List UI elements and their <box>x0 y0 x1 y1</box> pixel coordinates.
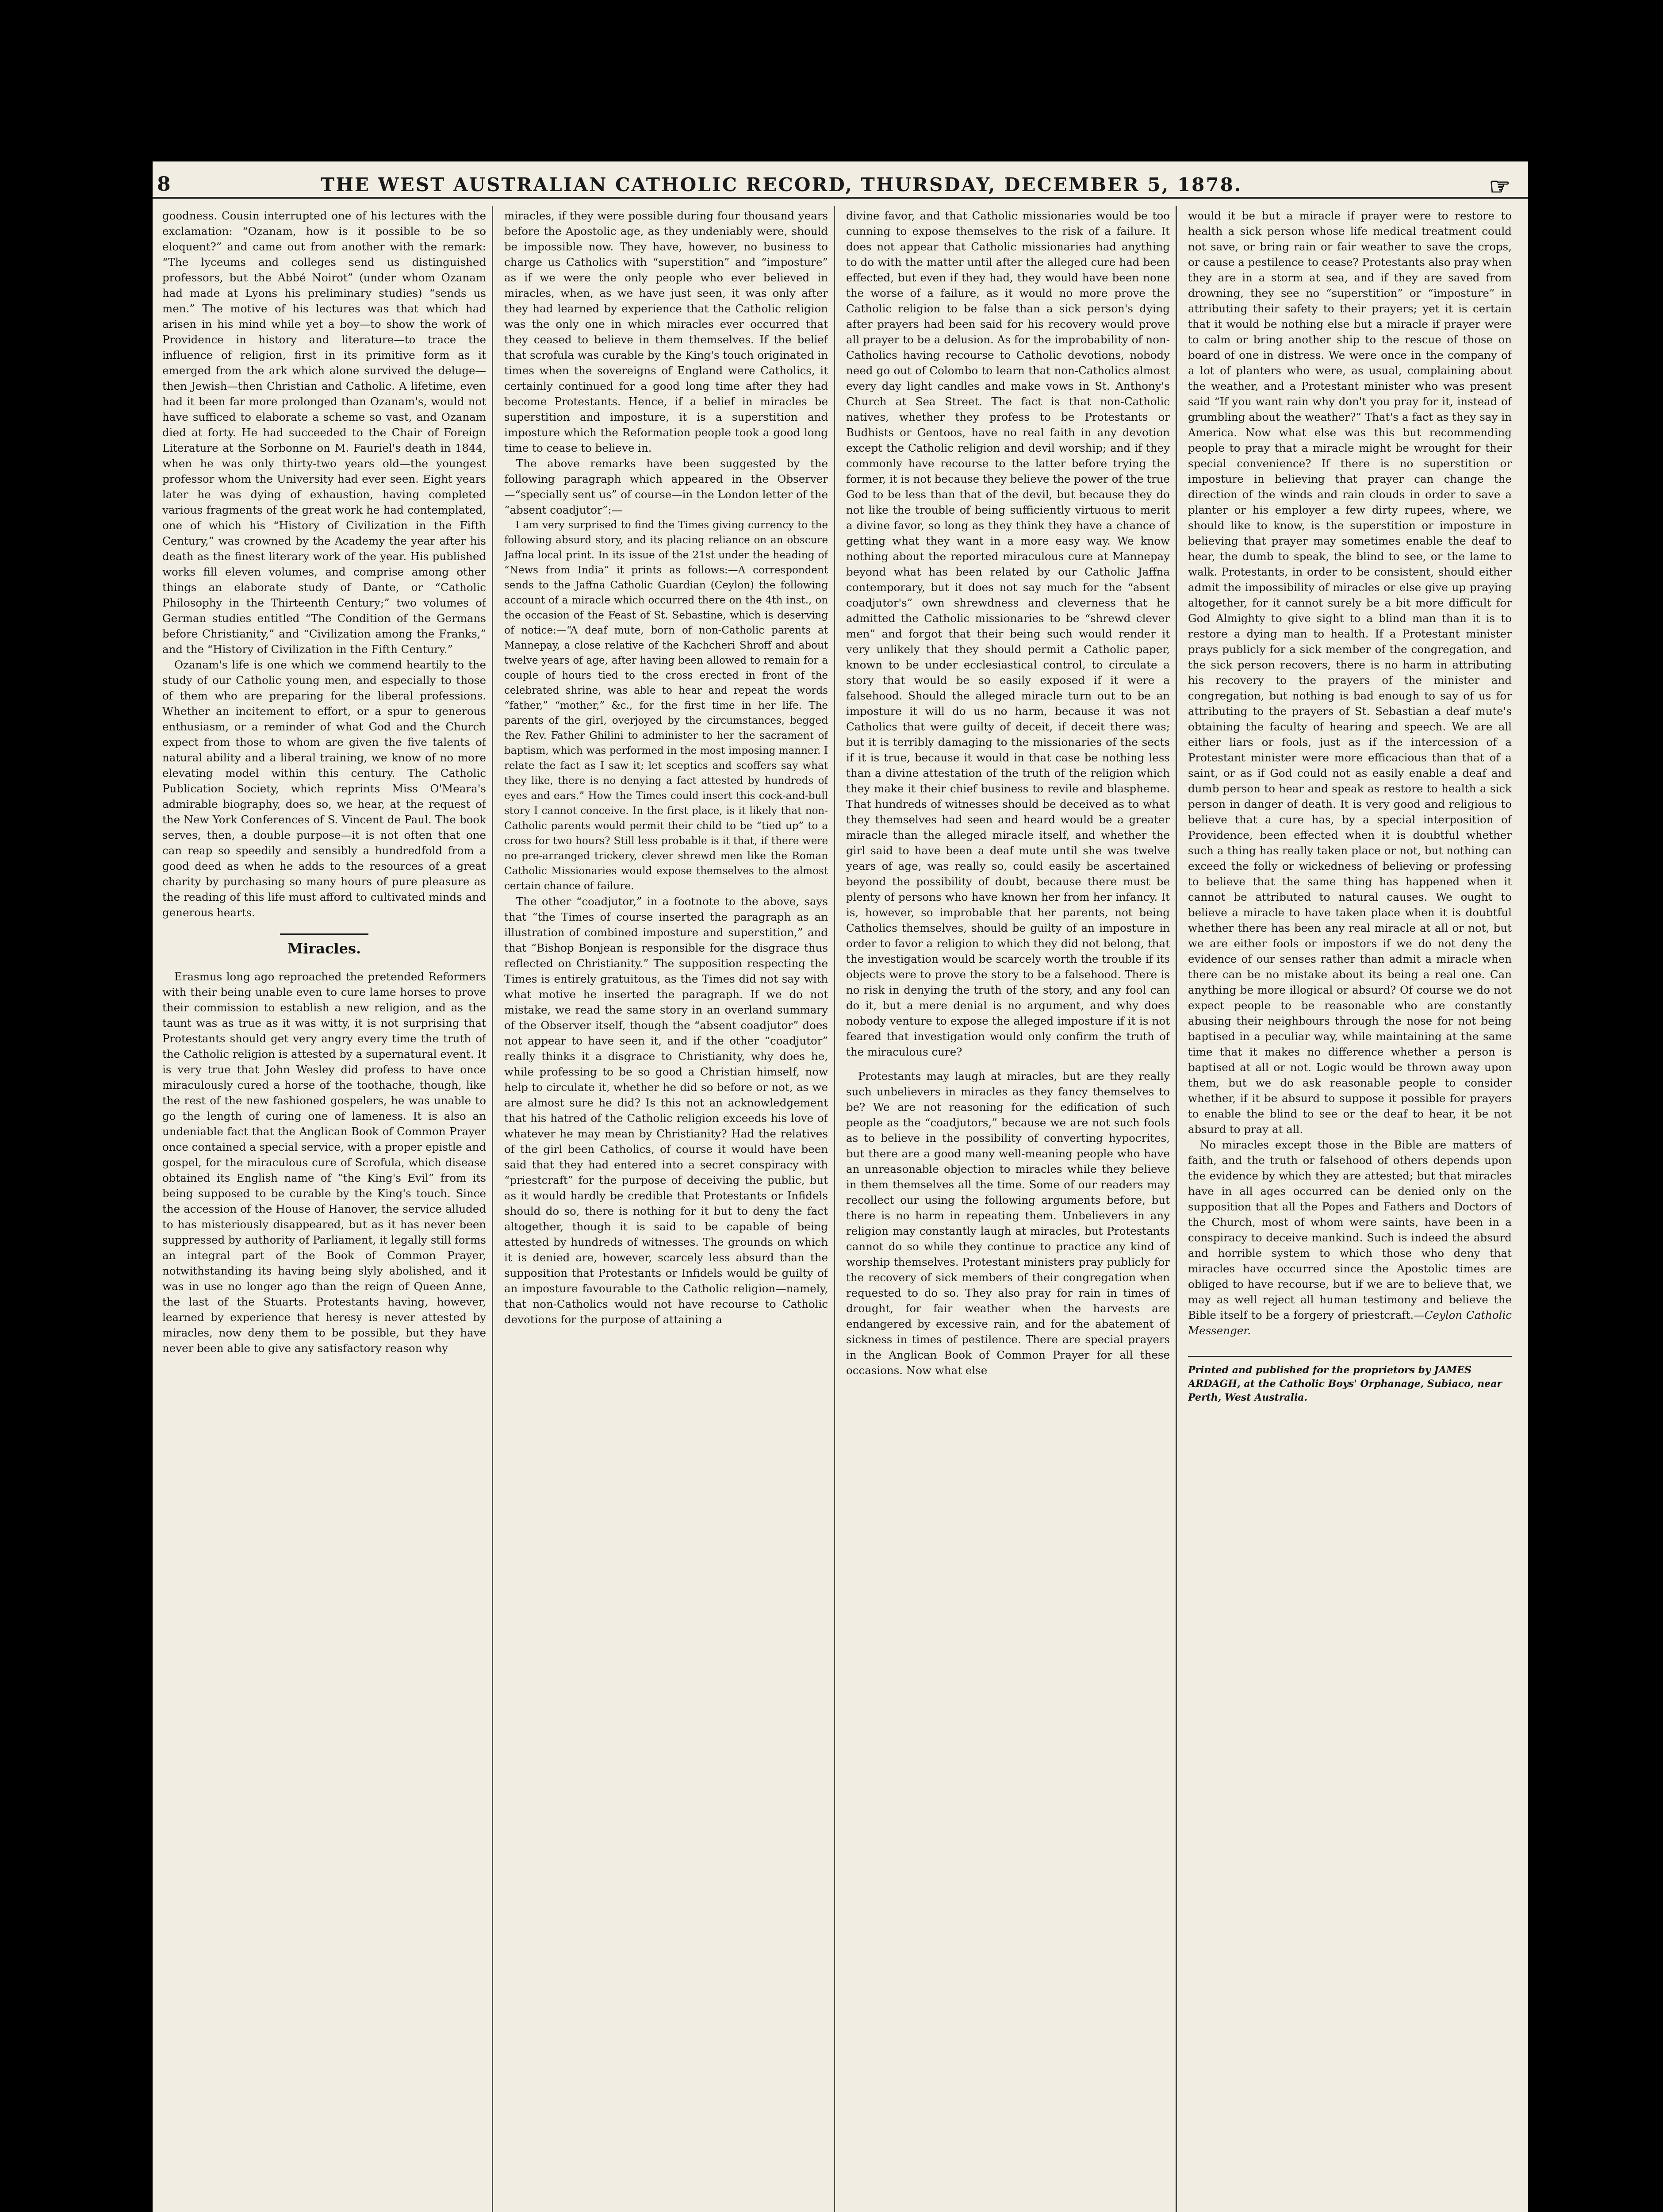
quoted-letter: I am very surprised to find the Times giving currency to the following absurd story, and its placing reliance on an obscure Jaffna local print. In its issue of the 21st under the heading of “News from India” it prints as follows:—A correspondent sends to the Jaffna Catholic Guardian (Ceylon) the following account of a miracle which occurred there on the 4th inst., on the occasion of the Feast of St. Sebastine, which is deserving of notice:—“A deaf mute, born of non-Catholic parents at Mannepay, a close relative of the Kachcheri Shroff and about twelve years of age, after having been allowed to remain for a couple of hours tied to the cross erected in front of the celebrated shrine, was able to hear and repeat the words “father,” “mother,” &c., for the first time in her life. The parents of the girl, overjoyed by the circumstances, begged the Rev. Father Ghilini to administer to her the sacrament of baptism, which was performed in the most imposing manner. I relate the fact as I saw it; let sceptics and scoffers say what they like, there is no denying a fact attested by hundreds of eyes and ears.” How the Times could insert this cock-and-bull story I cannot conceive. In the first place, is it likely that non-Catholic parents would permit their child to be “tied up” to a cross for two hours? Still less probable is it that, if there were no pre-arranged trickery, clever shrewd men like the Roman Catholic Missionaries would expose themselves to the almost certain chance of failure. <box>504 519 828 892</box>
column-1 <box>162 208 486 2212</box>
column-3 <box>846 208 1170 2212</box>
article-paragraph: miracles, if they were possible during four thousand years before the Apostolic age, as they undeniably were, should be impossible now. They have, however, no business to charge us Catholics with “superstition” and “imposture” as if we were the only people who ever believed in miracles, when, as we have just seen, it was only after they had learned by experience that the Catholic religion was the only one in which miracles ever occurred that they ceased to believe in them themselves. If the belief that scrofula was curable by the King's touch originated in times when the sovereigns of England were Catholics, it certainly continued for a good long time after they had become Protestants. Hence, if a belief in miracles be superstition and imposture, it is a superstition and imposture which the Reformation people took a good long time to cease to believe in. <box>504 209 828 454</box>
closing-paragraph-text: No miracles except those in the Bible are matters of faith, and the truth or falsehood of others depends upon the evidence by which they are attested; but that miracles have in all ages occurred can be denied only on the supposition that all the Popes and Fathers and Doctors of the Church, most of whom were saints, have been in a conspiracy to deceive mankind. Such is indeed the absurd and horrible system to which those who deny that miracles have occurred since the Apostolic times are obliged to have recourse, but if we are to believe that, we may as well reject all human testimony and believe the Bible itself to be a forgery of priestcraft. <box>1188 1138 1512 1321</box>
pointing-hand-icon: ☞ <box>1489 172 1510 200</box>
article-paragraph: would it be but a miracle if prayer were to restore to health a sick person whose life medical treatment could not save, or bring rain or fair weather to save the crops, or cause a pestilence to cease? Protestants also pray when they are in a storm at sea, and if they are saved from drowning, they see no “superstition” or “imposture” in attributing their safety to their prayers; yet it is certain that it would be nothing else but a miracle if prayer were to calm or bring another ship to the rescue of those on board of one in distress. We were once in the company of a lot of planters who were, as usual, complaining about the weather, and a Protestant minister who was present said “If you want rain why don't you pray for it, instead of grumbling about the weather?” That's a fact as they say in America. Now what else was this but recommending people to pray that a miracle might be wrought for their special convenience? If there is no superstition or imposture in believing that prayer can change the direction of the winds and rain clouds in order to save a planter or his employer a few dirty rupees, where, we should like to know, is the superstition or imposture in believing that prayer may sometimes enable the deaf to hear, the dumb to speak, the blind to see, or the lame to walk. Protestants, in order to be consistent, should either admit the impossibility of miracles or else give up praying altogether, for it cannot surely be a bit more difficult for God Almighty to give sight to a blind man than it is to restore a dying man to health. If a Protestant minister prays publicly for a sick member of the congregation, and the sick person recovers, there is no harm in attributing his recovery to the prayers of the minister and congregation, but nothing is bad enough to say of us for attributing to the prayers of St. Sebastian a deaf mute's obtaining the faculty of hearing and speech. We are all either liars or fools, just as if the intercession of a Protestant minister were more efficacious than that of a saint, or as if God could not as easily enable a deaf and dumb person to hear and speak as restore to health a sick person in danger of death. It is very good and religious to believe that a cure has, by a special interposition of Providence, been effected when it is doubtful whether such a thing has really taken place or not, but nothing can exceed the folly or wickedness of believing or professing to believe that the same thing has happened when it cannot be attributed to natural causes. We ought to believe a miracle to have taken place when it is doubtful whether there has been any real miracle at all or not, but we are either fools or impostors if we do not deny the evidence of our senses rather than admit a miracle when there can be no mistake about its being a real one. Can anything be more illogical or absurd? Of course we do not expect people to be reasonable who are constantly abusing their neighbours through the nose for not being baptised in a peculiar way, while maintaining at the same time that it makes no difference whether a person is baptised at all or not. Logic would be thrown away upon them, but we do ask reasonable people to consider whether, if it be absurd to suppose it possible for prayers to enable the blind to see or the deaf to hear, it be not absurd to pray at all. <box>1188 209 1512 1136</box>
newspaper-page <box>153 161 1528 2212</box>
source-signature: —Ceylon Catholic Messenger. <box>1188 1309 1512 1337</box>
article-paragraph: Erasmus long ago reproached the pretended Reformers with their being unable even to cure lame horses to prove their commission to establish a new religion, and as the taunt was as true as it was witty, it is not surprising that Protestants should get very angry every time the truth of the Catholic religion is attested by a supernatural event. It is very true that John Wesley did profess to have once miraculously cured a horse of the toothache, though, like the rest of the new fashioned gospelers, he was unable to go the length of curing one of lameness. It is also an undeniable fact that the Anglican Book of Common Prayer once contained a special service, with a proper epistle and gospel, for the miraculous cure of Scrofula, which disease obtained its English name of “the King's Evil” from its being supposed to be curable by the King's touch. Since the accession of the House of Hanover, the service alluded to has misteriously disappeared, but as it has never been suppressed by authority of Parliament, it legally still forms an integral part of the Book of Common Prayer, notwithstanding its having being slyly abolished, and it was in use no longer ago than the reign of Queen Anne, the last of the Stuarts. Protestants having, however, learned by experience that heresy is never attested by miracles, now deny them to be possible, but they have never been able to give any satisfactory reason why <box>162 970 486 1355</box>
page-title: THE WEST AUSTRALIAN CATHOLIC RECORD, THURSDAY, DECEMBER 5, 1878. <box>321 174 1242 196</box>
article-paragraph: divine favor, and that Catholic missionaries would be too cunning to expose themselves to the risk of a failure. It does not appear that Catholic missionaries had anything to do with the matter until after the alleged cure had been effected, but even if they had, they would have been none the worse of a failure, as it would no more prove the Catholic religion to be false than a sick person's dying after prayers had been said for his recovery would prove all prayer to be a delusion. As for the improbability of non-Catholics having recourse to Catholic devotions, nobody need go out of Colombo to learn that non-Catholics almost every day light candles and make vows in St. Anthony's Church at Sea Street. The fact is that non-Catholic natives, whether they profess to be Protestants or Budhists or Gentoos, have no real faith in any devotion except the Catholic religion and devil worship; and if they commonly have recourse to the latter before trying the former, it is not because they believe the power of the true God to be less than that of the devil, but because they do not like the trouble of being sufficiently virtuous to merit a divine favor, so long as they think they have a chance of getting what they want in a more easy way. We know nothing about the reported miraculous cure at Mannepay beyond what has been related by our Catholic Jaffna contemporary, but it does not say much for the “absent coadjutor's” own shrewdness and cleverness that he admitted the Catholic missionaries to be “shrewd clever men” and forgot that their being such would render it very unlikely that they should permit a Catholic paper, known to be under ecclesiastical control, to circulate a story that would be so easily exposed if it were a falsehood. Should the alleged miracle turn out to be an imposture it will do us no harm, because it was not Catholics that were guilty of deceit, if deceit there was; but it is terribly damaging to the missionaries of the sects if it is true, because it would in that case be nothing less than a divine attestation of the truth of the religion which they make it their chief business to revile and blaspheme. That hundreds of witnesses should be deceived as to what they themselves had seen and heard would be a greater miracle than the alleged miracle itself, and whether the girl said to have been a deaf mute until she was twelve years of age, was really so, could easily be ascertained beyond the possibility of doubt, because there must be plenty of persons who have known her from her infancy. It is, however, so improbable that her parents, not being Catholics themselves, should be guilty of an imposture in order to favor a religion to which they did not belong, that the investigation would be scarcely worth the trouble if its objects were to prove the story to be a falsehood. There is no risk in denying the truth of the story, and any fool can do it, but a mere denial is no argument, and why does nobody venture to expose the alleged imposture if it is not feared that investigation would only confirm the truth of the miraculous cure? <box>846 209 1170 1058</box>
section-title: Miracles. <box>287 940 361 957</box>
column-rule <box>834 206 835 2212</box>
page-number: 8 <box>157 173 171 196</box>
column-rule <box>1176 206 1177 2212</box>
masthead <box>153 170 1528 199</box>
article-paragraph <box>1188 1137 1512 1338</box>
article-paragraph: Protestants may laugh at miracles, but are they really such unbelievers in miracles as they fancy themselves to be? We are not reasoning for the edification of such people as the “coadjutors,” because we are not such fools as to believe in the possibility of converting hypocrites, but there are a good many well-meaning people who have an unreasonable objection to miracles while they believe in them themselves all the time. Some of our readers may recollect our using the following arguments before, but there is no harm in repeating them. Unbelievers in any religion may constantly laugh at miracles, but Protestants cannot do so while they continue to practice any kind of worship themselves. Protestant ministers pray publicly for the recovery of sick members of their congregation when requested to do so. They also pray for rain in times of drought, for fair weather when the harvests are endangered by excessive rain, and for the abatement of sickness in times of pestilence. There are special prayers in the Anglican Book of Common Prayer for all these occasions. Now what else <box>846 1070 1170 1377</box>
section-divider <box>280 933 368 935</box>
printer-imprint: Printed and published for the proprietors by JAMES ARDAGH, at the Catholic Boys' Orphanage, Subiaco, near Perth, West Australia. <box>1188 1356 1512 1405</box>
article-paragraph: The above remarks have been suggested by the following paragraph which appeared in the Observer—“specially sent us” of course—in the London letter of the “absent coadjutor”:— <box>504 457 828 516</box>
article-paragraph: The other “coadjutor,” in a footnote to the above, says that “the Times of course inserted the paragraph as an illustration of combined imposture and superstition,” and that “Bishop Bonjean is responsible for the disgrace thus reflected on Christianity.” The supposition respecting the Times is entirely gratuitous, as the Times did not say with what motive he inserted the paragraph. If we do not mistake, we read the same story in an overland summary of the Observer itself, though the “absent coadjutor” does not appear to have seen it, and if the other “coadjutor” really thinks it a disgrace to Christianity, why does he, while professing to be so good a Christian himself, now help to circulate it, whether he did so before or not, as we are almost sure he did? Is this not an acknowledgement that his hatred of the Catholic religion exceeds his love of whatever he may mean by Christianity? Had the relatives of the girl been Catholics, of course it would have been said that they had entered into a secret conspiracy with “priestcraft” for the purpose of deceiving the public, but as it would hardly be credible that Protestants or Infidels should do so, there is nothing for it but to deny the fact altogether, though it is said to be capable of being attested by hundreds of witnesses. The grounds on which it is denied are, however, scarcely less absurd than the supposition that Protestants or Infidels would be guilty of an imposture favourable to the Catholic religion—namely, that non-Catholics would not have recourse to Catholic devotions for the purpose of attaining a <box>504 895 828 1326</box>
article-paragraph: goodness. Cousin interrupted one of his lectures with the exclamation: “Ozanam, how is it possible to be so eloquent?” and came out from another with the remark: “The lyceums and colleges send us distinguished professors, but the Abbé Noirot” (under whom Ozanam had made at Lyons his preliminary studies) “sends us men.” The motive of his lectures was that which had arisen in his mind while yet a boy—to show the work of Providence in history and literature—to trace the influence of religion, first in its primitive form as it emerged from the ark which alone survived the deluge—then Jewish—then Christian and Catholic. A lifetime, even had it been far more prolonged than Ozanam's, would not have sufficed to elaborate a scheme so vast, and Ozanam died at forty. He had succeeded to the Chair of Foreign Literature at the Sorbonne on M. Fauriel's death in 1844, when he was only thirty-two years old—the youngest professor whom the University had ever seen. Eight years later he was dying of exhaustion, having completed various fragments of the great work he had contemplated, one of which his “History of Civilization in the Fifth Century,” was crowned by the Academy the year after his death as the finest literary work of the year. His published works fill eleven volumes, and comprise among other things an elaborate study of Dante, or “Catholic Philosophy in the Thirteenth Century;” two volumes of German studies entitled “The Condition of the Germans before Christianity,” and “Civilization among the Franks,” and the “History of Civilization in the Fifth Century.” <box>162 209 486 656</box>
column-4 <box>1188 208 1512 2212</box>
article-paragraph: Ozanam's life is one which we commend heartily to the study of our Catholic young men, and especially to those of them who are preparing for the liberal professions. Whether an incitement to effort, or a spur to generous enthusiasm, or a reminder of what God and the Church expect from those to whom are given the five talents of natural ability and a liberal training, we know of no more elevating model within this century. The Catholic Publication Society, which reprints Miss O'Meara's admirable biography, does so, we hear, at the request of the New York Conferences of S. Vincent de Paul. The book serves, then, a double purpose—it is not often that one can reap so speedily and sensibly a hundredfold from a good deed as when he adds to the resources of a great charity by purchasing so many hours of pure pleasure as the reading of this life must afford to cultivated minds and generous hearts. <box>162 658 486 919</box>
column-rule <box>492 206 493 2212</box>
column-2 <box>504 208 828 2212</box>
